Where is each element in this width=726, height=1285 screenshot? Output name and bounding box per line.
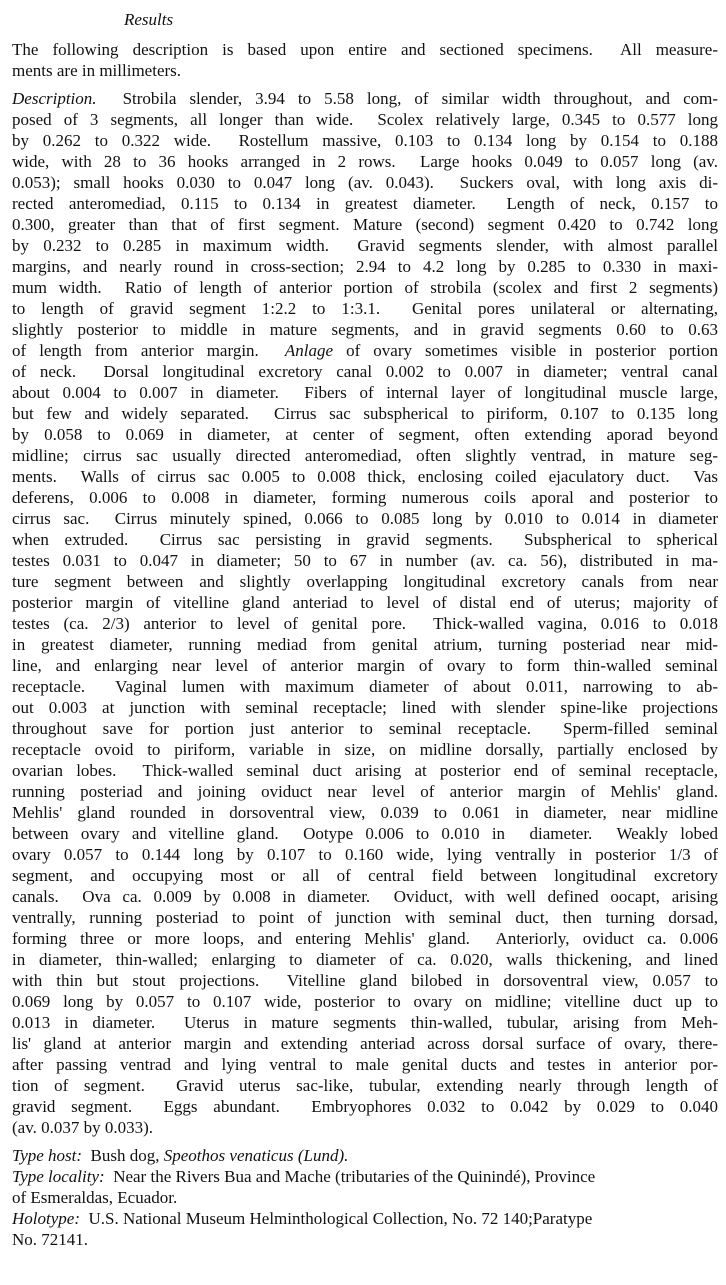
- text-line: [12, 907, 718, 928]
- intro-paragraph: [12, 39, 718, 81]
- text-span: testes 0.031 to 0.047 in diameter; 50 to 67 in number (av. ca. 56), distributed in ma-: [12, 551, 718, 570]
- text-line: [12, 424, 718, 445]
- text-line: [12, 487, 718, 508]
- text-span: 0.013 in diameter. Uterus in mature segments thin-walled, tubular, arising from Meh-: [12, 1013, 718, 1032]
- text-span: No. 72141.: [12, 1230, 89, 1249]
- text-line: [12, 193, 718, 214]
- text-span: line, and enlarging near level of anterior margin of ovary to form thin-walled seminal: [12, 656, 718, 675]
- text-span: U.S. National Museum Helminthological Collection, No. 72 140;Paratype: [79, 1209, 593, 1228]
- text-line: [12, 1096, 718, 1117]
- text-line: [12, 844, 718, 865]
- text-span: deferens, 0.006 to 0.008 in diameter, forming numerous coils aporal and posterior to: [12, 488, 718, 507]
- text-line: [12, 781, 718, 802]
- text-span: in greatest diameter, running mediad from genital atrium, turning posteriad near mid-: [12, 635, 718, 654]
- text-line: [12, 550, 718, 571]
- text-line: [12, 130, 718, 151]
- text-line: [12, 529, 718, 550]
- text-line: [12, 445, 718, 466]
- text-line: [12, 256, 718, 277]
- text-span: receptacle ovoid to piriform, variable in size, on midline dorsally, partially enclosed by: [12, 740, 718, 759]
- text-span: by 0.058 to 0.069 in diameter, at center of segment, often extending aporad beyond: [12, 425, 718, 444]
- text-line: [12, 949, 718, 970]
- text-line: [12, 760, 718, 781]
- text-line: [12, 1208, 718, 1229]
- text-span: of neck. Dorsal longitudinal excretory canal 0.002 to 0.007 in diameter; ventral canal: [12, 362, 718, 381]
- description-paragraph: [12, 88, 718, 1138]
- text-line: [12, 1229, 718, 1250]
- text-span: throughout save for portion just anterior to seminal receptacle. Sperm-filled seminal: [12, 719, 718, 738]
- text-span: The following description is based upon entire and sectioned specimens. All measure-: [12, 40, 718, 59]
- text-span: segment, and occupying most or all of central field between longitudinal excretory: [12, 866, 718, 885]
- text-span: Bush dog,: [82, 1146, 164, 1165]
- text-span: receptacle. Vaginal lumen with maximum diameter of about 0.011, narrowing to ab-: [12, 677, 718, 696]
- text-span: lis' gland at anterior margin and extending anteriad across dorsal surface of ovary, there-: [12, 1034, 718, 1053]
- text-span: gravid segment. Eggs abundant. Embryophores 0.032 to 0.042 by 0.029 to 0.040: [12, 1097, 718, 1116]
- text-span: Near the Rivers Bua and Mache (tributaries of the Quinindé), Province: [104, 1167, 596, 1186]
- text-line: [12, 928, 718, 949]
- text-line: [12, 214, 718, 235]
- text-span: slightly posterior to middle in mature segments, and in gravid segments 0.60 to 0.63: [12, 320, 718, 339]
- text-line: [12, 508, 718, 529]
- text-span: posterior margin of vitelline gland anteriad to level of distal end of uterus; majority of: [12, 593, 718, 612]
- text-line: [12, 655, 718, 676]
- text-line: [12, 60, 718, 81]
- text-line: [12, 1054, 718, 1075]
- type-info-paragraph: [12, 1145, 718, 1250]
- text-line: [12, 1075, 718, 1096]
- text-span: ovary 0.057 to 0.144 long by 0.107 to 0.160 wide, lying ventrally in posterior 1/3 of: [12, 845, 718, 864]
- document-body: [12, 39, 718, 1257]
- text-line: [12, 802, 718, 823]
- text-span: ments. Walls of cirrus sac 0.005 to 0.008 thick, enclosing coiled ejaculatory duct. Vas: [12, 467, 718, 486]
- italic-text: Type locality:: [12, 1167, 105, 1186]
- text-span: tion of segment. Gravid uterus sac-like, tubular, extending nearly through length of: [12, 1076, 718, 1095]
- text-span: rected anteromediad, 0.115 to 0.134 in greatest diameter. Length of neck, 0.157 to: [12, 194, 718, 213]
- text-span: ments are in millimeters.: [12, 61, 182, 80]
- text-line: [12, 1012, 718, 1033]
- text-span: by 0.232 to 0.285 in maximum width. Gravid segments slender, with almost parallel: [12, 236, 718, 255]
- text-line: [12, 571, 718, 592]
- text-line: [12, 970, 718, 991]
- text-line: [12, 886, 718, 907]
- text-line: [12, 109, 718, 130]
- text-span: between ovary and vitelline gland. Ootype 0.006 to 0.010 in diameter. Weakly lobed: [12, 824, 718, 843]
- text-line: [12, 676, 718, 697]
- section-heading: Results: [124, 10, 174, 29]
- text-line: [12, 298, 718, 319]
- text-span: midline; cirrus sac usually directed anteromediad, often slightly ventrad, in mature seg-: [12, 446, 718, 465]
- text-span: margins, and nearly round in cross-section; 2.94 to 4.2 long by 0.285 to 0.330 in maxi-: [12, 257, 718, 276]
- text-span: cirrus sac. Cirrus minutely spined, 0.066 to 0.085 long by 0.010 to 0.014 in diameter: [12, 509, 718, 528]
- text-span: running posteriad and joining oviduct near level of anterior margin of Mehlis' gland.: [12, 782, 718, 801]
- text-line: [12, 1033, 718, 1054]
- text-line: [12, 319, 718, 340]
- text-span: about 0.004 to 0.007 in diameter. Fibers of internal layer of longitudinal muscle large,: [12, 383, 718, 402]
- text-span: when extruded. Cirrus sac persisting in gravid segments. Subspherical to spherical: [12, 530, 718, 549]
- text-line: [12, 739, 718, 760]
- text-line: [12, 1117, 718, 1138]
- text-span: of Esmeraldas, Ecuador.: [12, 1188, 178, 1207]
- text-line: [12, 1187, 718, 1208]
- italic-text: Speothos venaticus (Lund).: [163, 1146, 349, 1165]
- text-line: [12, 634, 718, 655]
- text-span: after passing ventrad and lying ventral to male genital ducts and testes in anterior por-: [12, 1055, 718, 1074]
- text-span: ovarian lobes. Thick-walled seminal duct arising at posterior end of seminal receptacle,: [12, 761, 718, 780]
- text-line: [12, 592, 718, 613]
- text-line: [12, 697, 718, 718]
- text-line: [12, 403, 718, 424]
- text-line: [12, 1166, 718, 1187]
- text-line: [12, 613, 718, 634]
- text-line: [12, 235, 718, 256]
- text-line: [12, 340, 718, 361]
- text-span: but few and widely separated. Cirrus sac subspherical to piriform, 0.107 to 0.135 long: [12, 404, 718, 423]
- italic-text: Anlage: [284, 341, 334, 360]
- italic-text: Holotype:: [12, 1209, 80, 1228]
- text-span: by 0.262 to 0.322 wide. Rostellum massive, 0.103 to 0.134 long by 0.154 to 0.188: [12, 131, 718, 150]
- text-line: [12, 823, 718, 844]
- text-line: [12, 172, 718, 193]
- italic-text: Description.: [12, 89, 97, 108]
- text-span: 0.053); small hooks 0.030 to 0.047 long (av. 0.043). Suckers oval, with long axis di-: [12, 173, 718, 192]
- text-span: of ovary sometimes visible in posterior portion: [333, 341, 718, 360]
- text-span: wide, with 28 to 36 hooks arranged in 2 rows. Large hooks 0.049 to 0.057 long (av.: [12, 152, 718, 171]
- text-line: [12, 277, 718, 298]
- text-span: posed of 3 segments, all longer than wide. Scolex relatively large, 0.345 to 0.577 long: [12, 110, 718, 129]
- text-span: testes (ca. 2/3) anterior to level of genital pore. Thick-walled vagina, 0.016 to 0.018: [12, 614, 718, 633]
- text-span: ture segment between and slightly overlapping longitudinal excretory canals from near: [12, 572, 718, 591]
- text-span: of length from anterior margin.: [12, 341, 285, 360]
- text-span: with thin but stout projections. Vitelline gland bilobed in dorsoventral view, 0.057 to: [12, 971, 718, 990]
- text-span: Strobila slender, 3.94 to 5.58 long, of similar width throughout, and com-: [96, 89, 718, 108]
- text-span: ventrally, running posteriad to point of junction with seminal duct, then turning dorsad,: [12, 908, 718, 927]
- text-span: (av. 0.037 by 0.033).: [12, 1118, 154, 1137]
- text-line: [12, 865, 718, 886]
- text-line: [12, 151, 718, 172]
- text-line: [12, 991, 718, 1012]
- text-line: [12, 718, 718, 739]
- text-span: forming three or more loops, and entering Mehlis' gland. Anteriorly, oviduct ca. 0.006: [12, 929, 718, 948]
- italic-text: Type host:: [12, 1146, 83, 1165]
- text-span: canals. Ova ca. 0.009 by 0.008 in diameter. Oviduct, with well defined oocapt, arising: [12, 887, 718, 906]
- text-line: [12, 382, 718, 403]
- text-span: in diameter, thin-walled; enlarging to diameter of ca. 0.020, walls thickening, and lined: [12, 950, 718, 969]
- text-line: [12, 1145, 718, 1166]
- text-line: [12, 88, 718, 109]
- text-span: mum width. Ratio of length of anterior portion of strobila (scolex and first 2 segments): [12, 278, 718, 297]
- text-span: Mehlis' gland rounded in dorsoventral view, 0.039 to 0.061 in diameter, near midline: [12, 803, 718, 822]
- text-line: [12, 361, 718, 382]
- text-line: [12, 466, 718, 487]
- text-span: 0.069 long by 0.057 to 0.107 wide, posterior to ovary on midline; vitelline duct up to: [12, 992, 718, 1011]
- text-line: [12, 39, 718, 60]
- text-span: 0.300, greater than that of first segment. Mature (second) segment 0.420 to 0.742 long: [12, 215, 718, 234]
- text-span: to length of gravid segment 1:2.2 to 1:3.1. Genital pores unilateral or alternating,: [12, 299, 718, 318]
- text-span: out 0.003 at junction with seminal receptacle; lined with slender spine-like projections: [12, 698, 718, 717]
